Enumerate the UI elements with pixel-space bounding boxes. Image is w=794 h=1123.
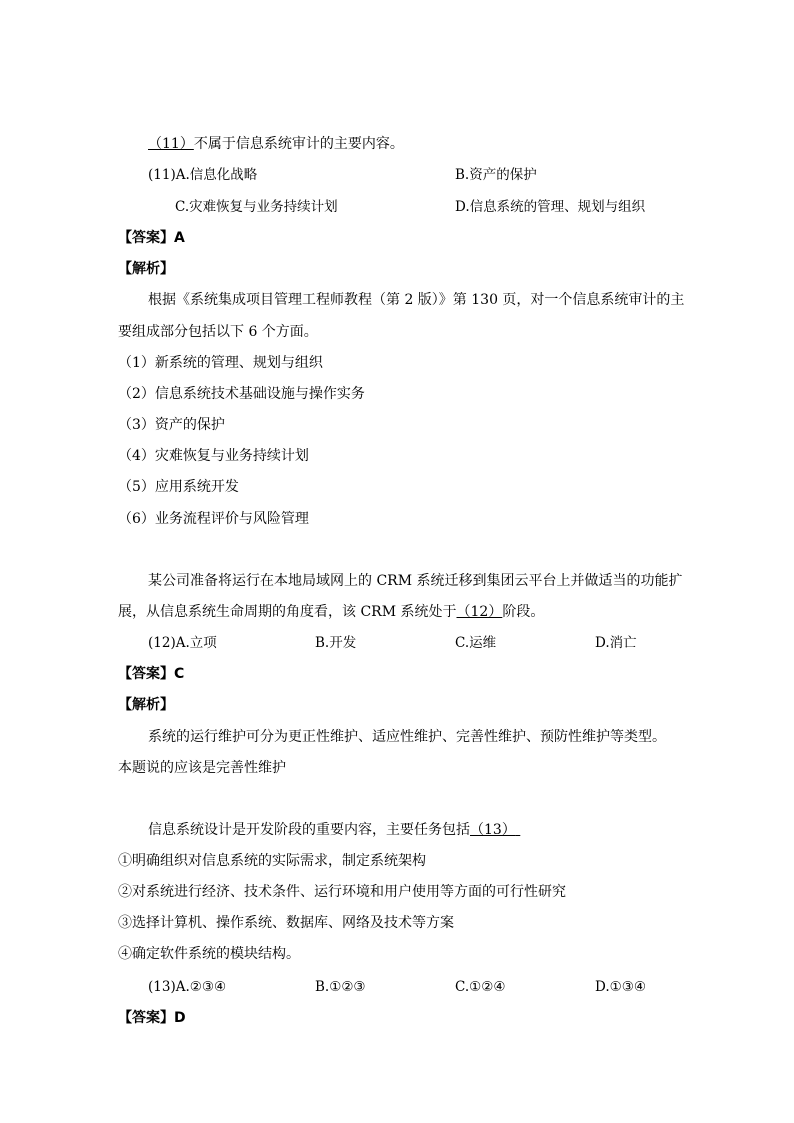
- q13-blank-trail: [516, 822, 520, 838]
- q11-option-d: D.信息系统的管理、规划与组织: [455, 199, 646, 215]
- q11-item-2: （2）信息系统技术基础设施与操作实务: [118, 386, 365, 402]
- q13-option-d: D.①③④: [595, 979, 646, 995]
- q13-answer-label: 【答案】: [118, 1010, 174, 1026]
- q12-option-a: (12)A.立项: [148, 635, 217, 651]
- q12-stem-line-2: [118, 602, 544, 622]
- q12-stem-line-1: 某公司准备将运行在本地局域网上的 CRM 系统迁移到集团云平台上并做适当的功能扩: [148, 573, 683, 589]
- q13-item-1: ①明确组织对信息系统的实际需求，制定系统架构: [118, 853, 426, 869]
- q11-analysis-line-1: 根据《系统集成项目管理工程师教程（第 2 版）》第 130 页，对一个信息系统审计的主: [148, 292, 685, 308]
- q13-item-2: ②对系统进行经济、技术条件、运行环境和用户使用等方面的可行性研究: [118, 884, 566, 900]
- q13-item-3: ③选择计算机、操作系统、数据库、网络及技术等方案: [118, 915, 454, 931]
- q11-answer-label: 【答案】: [118, 230, 174, 246]
- q12-analysis-line-1: 系统的运行维护可分为更正性维护、适应性维护、完善性维护、预防性维护等类型。: [148, 729, 666, 745]
- q12-answer-label: 【答案】: [118, 666, 174, 682]
- q13-option-a: (13)A.②③④: [148, 979, 227, 995]
- q12-analysis-line-2: 本题说的应该是完善性维护: [118, 760, 286, 776]
- q11-analysis-line-2: 要组成部分包括以下 6 个方面。: [118, 324, 318, 340]
- q11-item-3: （3）资产的保护: [118, 417, 225, 433]
- q11-option-a: (11)A.信息化战略: [148, 167, 258, 183]
- q13-stem-text: 信息系统设计是开发阶段的重要内容，主要任务包括: [148, 822, 470, 838]
- q13-blank: （13）: [470, 822, 516, 838]
- q11-blank: （11）: [148, 136, 194, 152]
- q12-stem-post: 阶段。: [502, 604, 545, 620]
- q11-option-b: B.资产的保护: [455, 167, 537, 183]
- q11-item-4: （4）灾难恢复与业务持续计划: [118, 448, 309, 464]
- q11-option-c: C.灾难恢复与业务持续计划: [175, 199, 338, 215]
- q11-answer-value: A: [174, 230, 185, 246]
- q12-stem-pre: 展，从信息系统生命周期的角度看，该 CRM 系统处于: [118, 604, 457, 620]
- q12-blank: （12）: [456, 604, 503, 620]
- q11-answer: [118, 228, 185, 248]
- q12-analysis-label: 【解析】: [118, 697, 174, 713]
- q11-item-6: （6）业务流程评价与风险管理: [118, 511, 309, 527]
- q13-option-c: C.①②④: [455, 979, 506, 995]
- q12-option-b: B.开发: [315, 635, 357, 651]
- q11-item-1: （1）新系统的管理、规划与组织: [118, 355, 323, 371]
- q13-answer: [118, 1008, 186, 1028]
- q11-item-5: （5）应用系统开发: [118, 479, 239, 495]
- q13-stem: [148, 820, 520, 840]
- q12-answer: [118, 664, 184, 684]
- q11-stem: [148, 134, 404, 154]
- q12-answer-value: C: [174, 666, 185, 682]
- q12-option-c: C.运维: [455, 635, 497, 651]
- q11-analysis-label: 【解析】: [118, 261, 174, 277]
- q13-answer-value: D: [174, 1010, 186, 1026]
- q12-option-d: D.消亡: [595, 635, 637, 651]
- q13-item-4: ④确定软件系统的模块结构。: [118, 946, 300, 962]
- q13-option-b: B.①②③: [315, 979, 366, 995]
- q11-stem-text: 不属于信息系统审计的主要内容。: [193, 136, 404, 152]
